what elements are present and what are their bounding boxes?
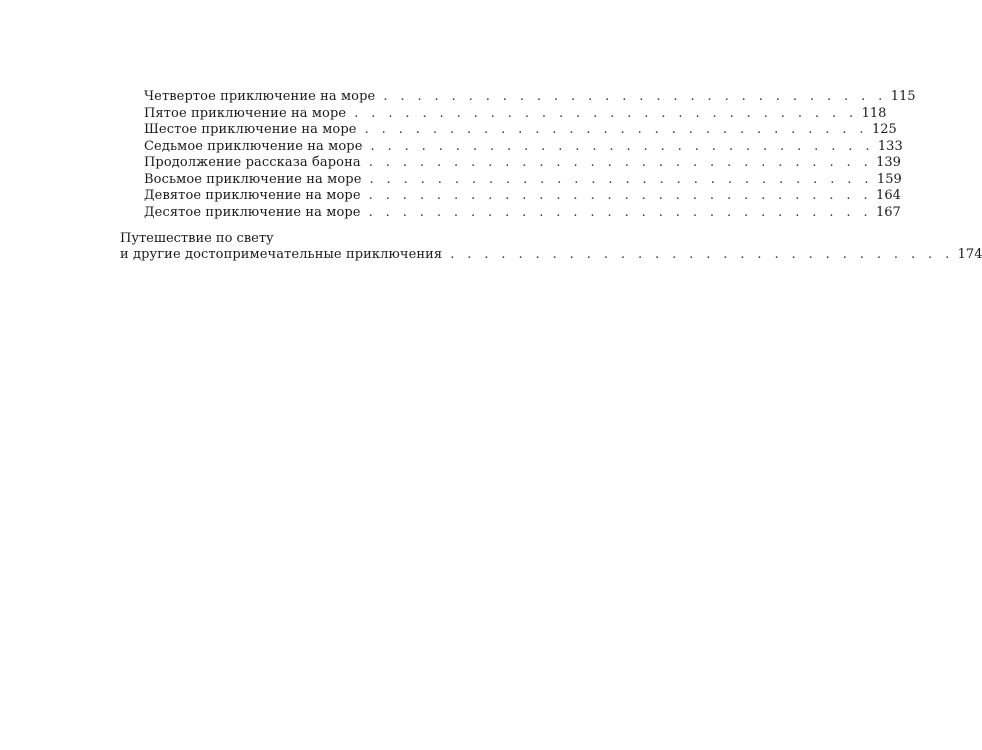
toc-entry-page: 164 (876, 188, 901, 203)
toc-entry-title: Продолжение рассказа барона (144, 155, 361, 170)
toc-entry-title: Девятое приключение на море (144, 188, 361, 203)
toc-entry-title: Седьмое приключение на море (144, 138, 363, 154)
toc-entry (120, 155, 901, 172)
toc-entry-page: 167 (876, 204, 901, 220)
toc-entry-page: 139 (876, 155, 901, 170)
toc-entry-page: 118 (861, 105, 887, 121)
toc-entry-title: Четвертое приключение на море (144, 89, 376, 104)
toc-entry-title: Десятое приключение на море (144, 204, 361, 220)
toc-leader-dots: . . . . . . . . . . . . . . . . . . . . . . . . . . . . . . (368, 155, 873, 170)
toc-entry-title: Пятое приключение на море (144, 105, 347, 121)
toc-leader-dots: . . . . . . . . . . . . . . . . . . . . . . . . . . . . . . (368, 204, 873, 220)
toc-entry (120, 105, 887, 123)
toc-entry (120, 89, 916, 106)
toc-leader-dots: . . . . . . . . . . . . . . . . . . . . . . . . . . . . . . (383, 89, 887, 104)
toc-entry (120, 138, 903, 156)
toc-entry (120, 188, 901, 205)
toc-entry (120, 204, 901, 222)
table-of-contents (120, 89, 982, 264)
toc-entry-title: Восьмое приключение на море (144, 171, 362, 187)
toc-leader-dots: . . . . . . . . . . . . . . . . . . . . . . . . . . . . . . (364, 122, 868, 137)
toc-main-entry-title-line2: и другие достопримечательные приключения (120, 247, 443, 262)
toc-entry (120, 171, 902, 189)
toc-entry-page: 174 (957, 247, 982, 262)
toc-main-entry-line2 (120, 247, 982, 264)
toc-entry-page: 115 (890, 89, 916, 104)
toc-entry-page: 159 (876, 171, 902, 187)
toc-entry-title: Шестое приключение на море (144, 122, 357, 137)
toc-leader-dots: . . . . . . . . . . . . . . . . . . . . . . . . . . . . . . (354, 105, 858, 121)
toc-entry (120, 122, 897, 139)
toc-leader-dots: . . . . . . . . . . . . . . . . . . . . . . . . . . . . . . (370, 138, 874, 154)
toc-leader-dots: . . . . . . . . . . . . . . . . . . . . . . . . . . . . . . (369, 171, 873, 187)
toc-leader-dots: . . . . . . . . . . . . . . . . . . . . . . . . . . . . . . (368, 188, 873, 203)
toc-main-entry-title-line1: Путешествие по свету (120, 231, 274, 246)
toc-entry-page: 133 (877, 138, 903, 154)
toc-main-entry (120, 230, 982, 264)
toc-entry-page: 125 (871, 122, 897, 137)
toc-leader-dots: . . . . . . . . . . . . . . . . . . . . . . . . . . . . . . (450, 247, 954, 262)
